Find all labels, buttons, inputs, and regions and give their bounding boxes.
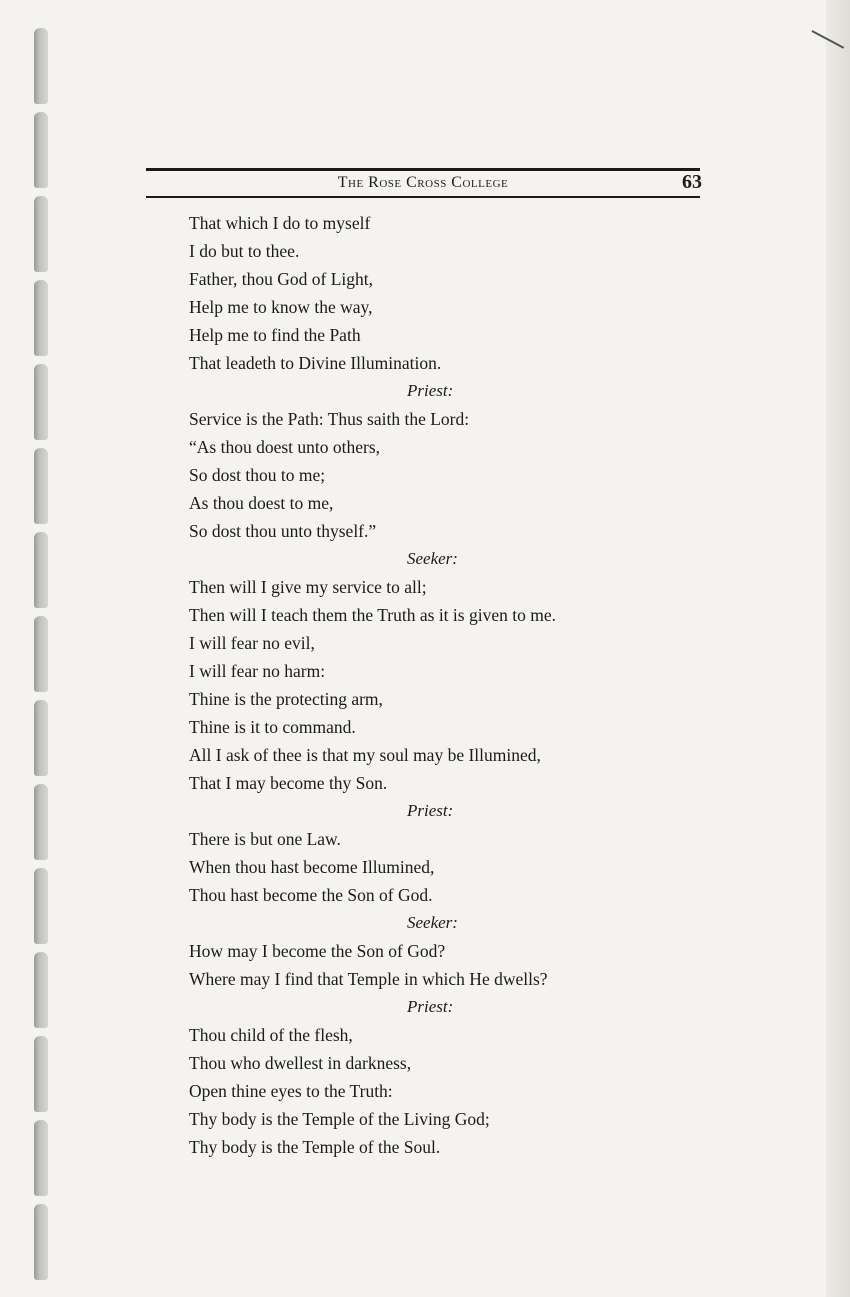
binding-hole: [34, 784, 48, 860]
speaker-label: Priest:: [407, 801, 454, 820]
verse-line: I do but to thee.: [189, 241, 300, 261]
spiral-binding: [34, 0, 54, 1297]
verse-line: Thine is it to command.: [189, 717, 356, 737]
header-rule-top: [146, 168, 700, 171]
binding-hole: [34, 364, 48, 440]
verse-line: That which I do to myself: [189, 213, 371, 233]
verse-line: Open thine eyes to the Truth:: [189, 1081, 393, 1101]
verse-line: When thou hast become Illumined,: [189, 857, 435, 877]
verse-line: All I ask of thee is that my soul may be Illumined,: [189, 745, 541, 765]
verse-line: Thine is the protecting arm,: [189, 689, 383, 709]
binding-hole: [34, 1120, 48, 1196]
verse-line: I will fear no harm:: [189, 661, 326, 681]
verse-line: Help me to find the Path: [189, 325, 361, 345]
binding-hole: [34, 952, 48, 1028]
speaker-label: Seeker:: [407, 913, 458, 932]
binding-hole: [34, 28, 48, 104]
binding-hole: [34, 532, 48, 608]
binding-hole: [34, 1204, 48, 1280]
binding-hole: [34, 448, 48, 524]
page-edge: [826, 0, 850, 1297]
verse-line: Where may I find that Temple in which He dwells?: [189, 969, 548, 989]
speaker-label: Priest:: [407, 997, 454, 1016]
verse-line: There is but one Law.: [189, 829, 341, 849]
binding-hole: [34, 1036, 48, 1112]
speaker-label: Priest:: [407, 381, 454, 400]
verse-line: So dost thou to me;: [189, 465, 326, 485]
body-text: [189, 209, 689, 1161]
verse-line: Then will I teach them the Truth as it is given to me.: [189, 605, 556, 625]
verse-line: “As thou doest unto others,: [189, 437, 381, 457]
verse-line: Thy body is the Temple of the Soul.: [189, 1137, 441, 1157]
header-rule-bottom: [146, 196, 700, 198]
verse-line: Help me to know the way,: [189, 297, 373, 317]
page-number: 63: [682, 171, 702, 193]
verse-line: That leadeth to Divine Illumination.: [189, 353, 442, 373]
verse-line: Thou hast become the Son of God.: [189, 885, 433, 905]
verse-line: Then will I give my service to all;: [189, 577, 427, 597]
verse-line: I will fear no evil,: [189, 633, 315, 653]
binding-hole: [34, 700, 48, 776]
binding-hole: [34, 196, 48, 272]
running-title: The Rose Cross College: [337, 174, 509, 191]
binding-hole: [34, 616, 48, 692]
verse-line: Service is the Path: Thus saith the Lord:: [189, 409, 470, 429]
verse-line: Thy body is the Temple of the Living God;: [189, 1109, 490, 1129]
verse-line: Father, thou God of Light,: [189, 269, 373, 289]
binding-hole: [34, 868, 48, 944]
verse-line: So dost thou unto thyself.”: [189, 521, 377, 541]
verse-line: Thou who dwellest in darkness,: [189, 1053, 412, 1073]
verse-line: Thou child of the flesh,: [189, 1025, 353, 1045]
verse-line: How may I become the Son of God?: [189, 941, 446, 961]
running-head: [146, 172, 700, 194]
verse-line: As thou doest to me,: [189, 493, 334, 513]
verse-line: That I may become thy Son.: [189, 773, 388, 793]
binding-hole: [34, 112, 48, 188]
binding-hole: [34, 280, 48, 356]
speaker-label: Seeker:: [407, 549, 458, 568]
